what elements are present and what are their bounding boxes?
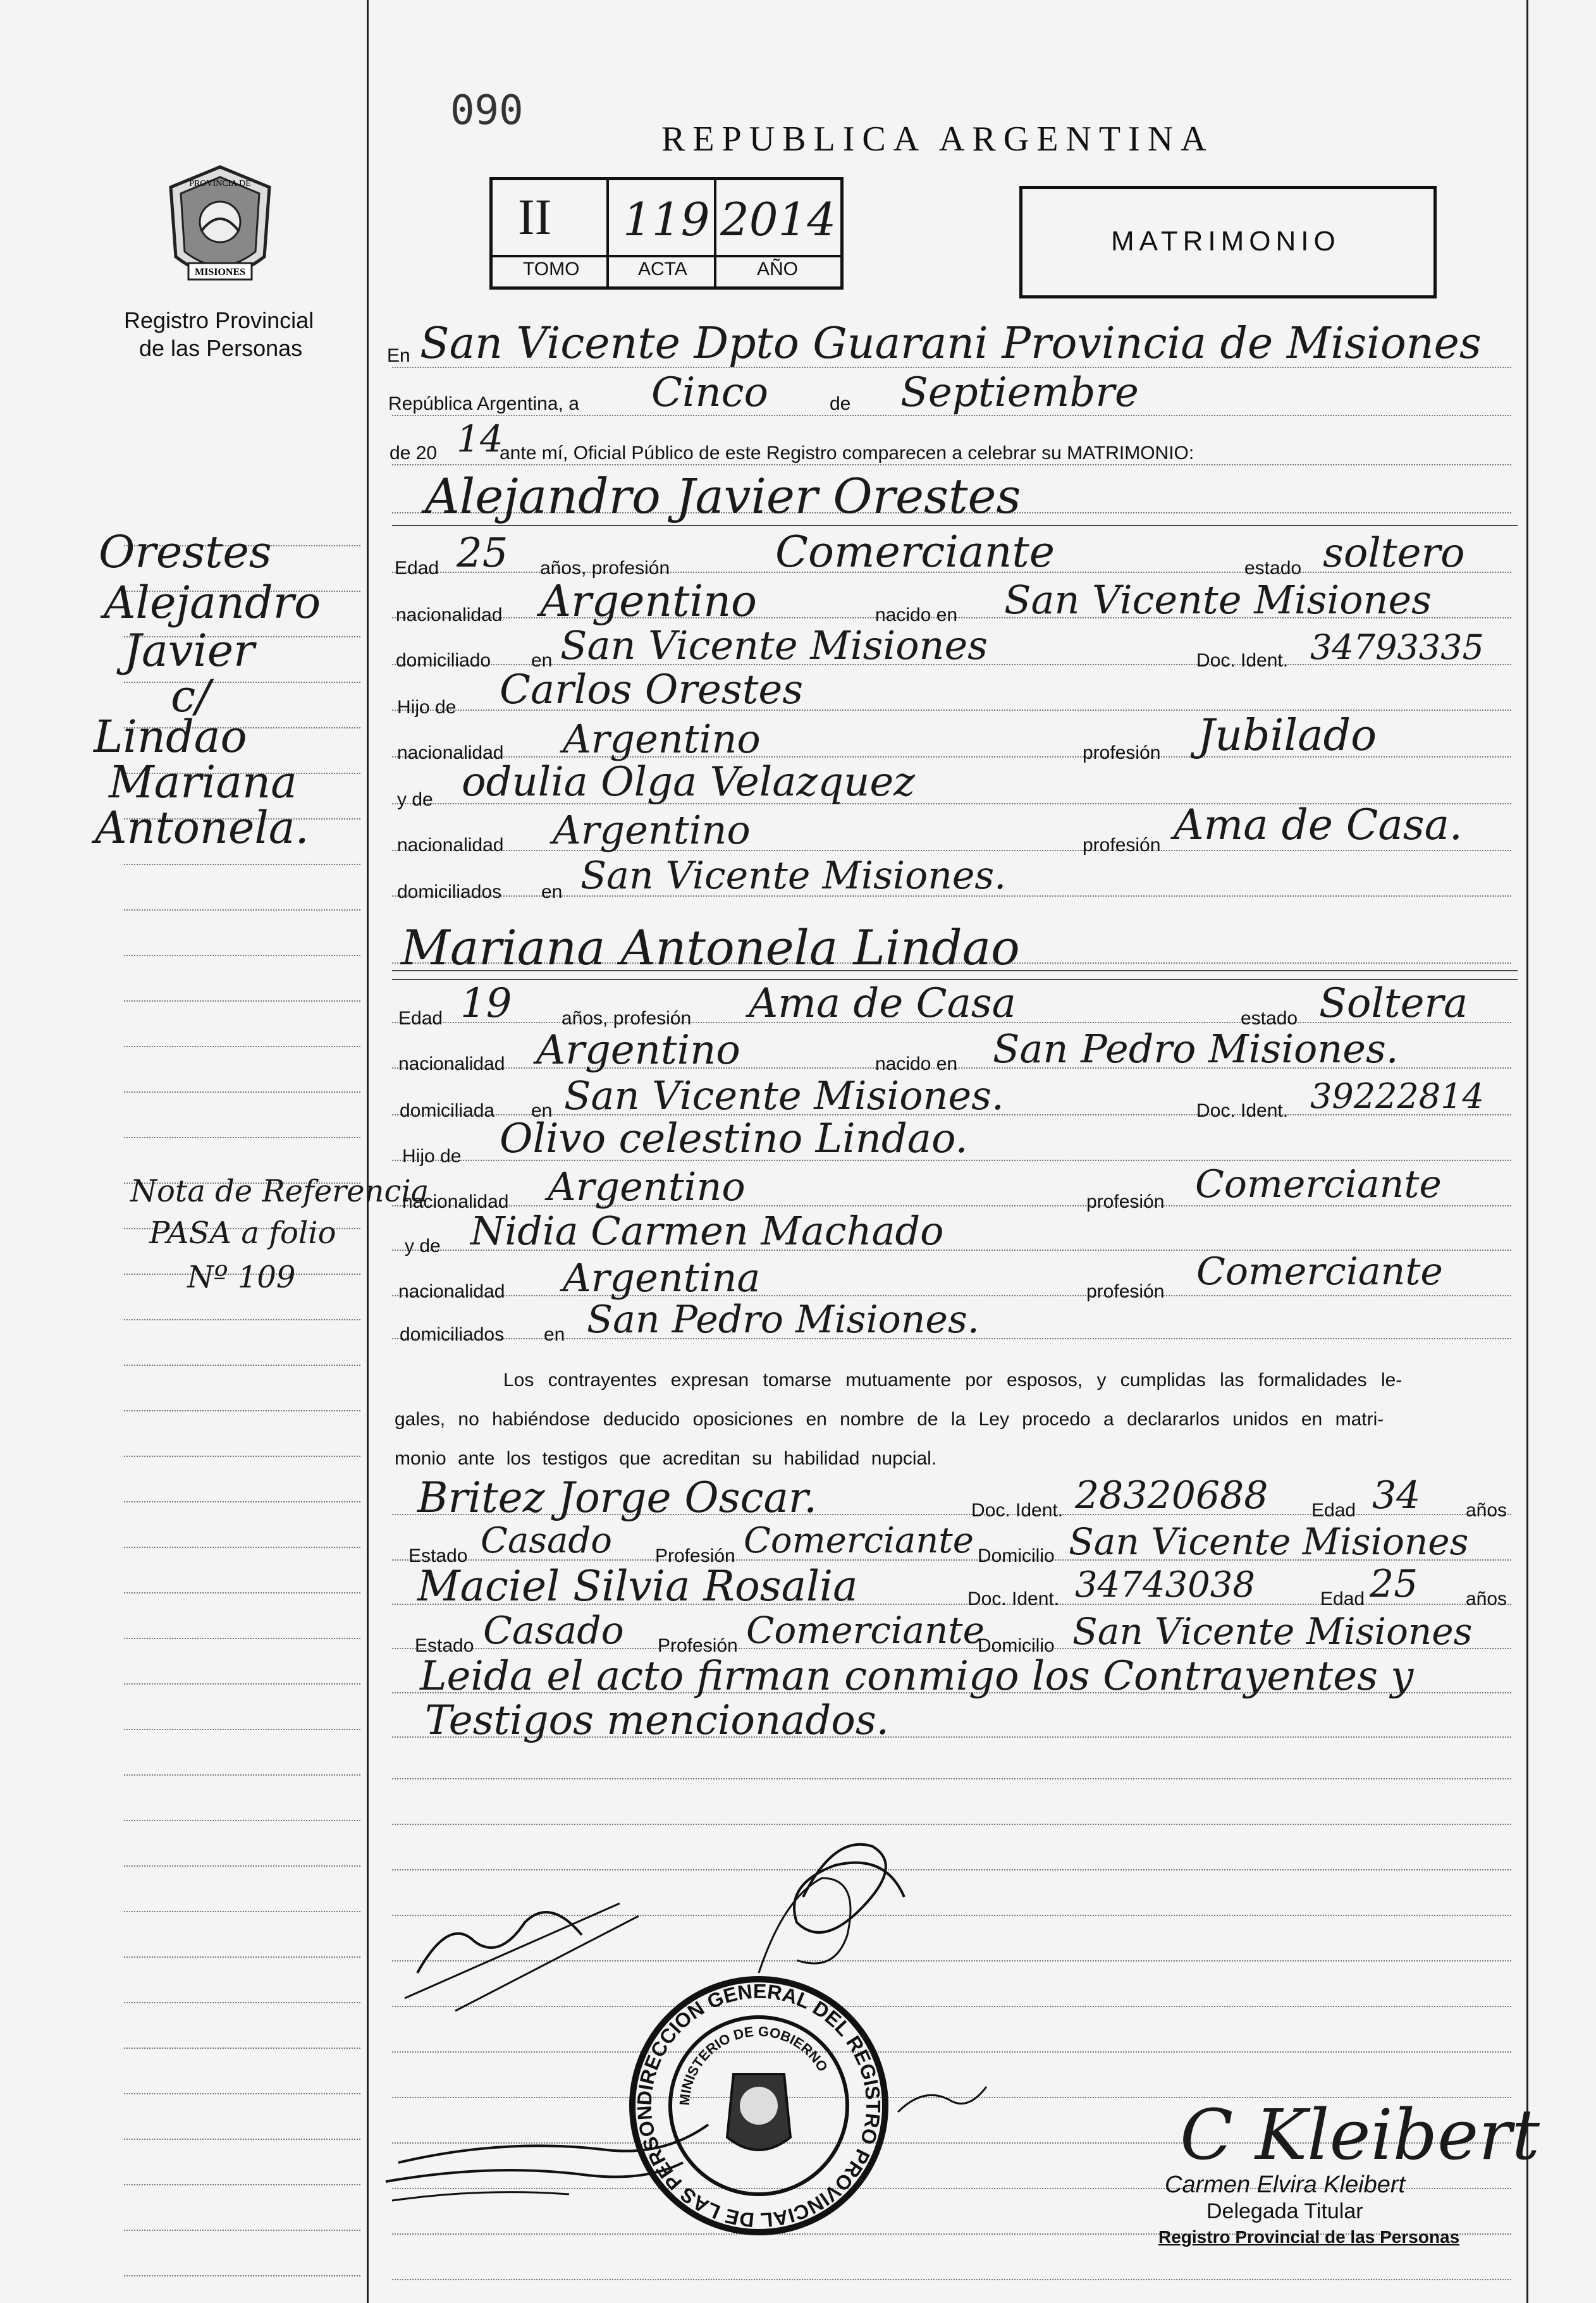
tomo-label: TOMO (523, 259, 580, 279)
witness2-profesion-label: Profesión (658, 1635, 738, 1656)
bride-address: San Vicente Misiones. (564, 1072, 1004, 1119)
margin-dotted-line (124, 1046, 360, 1047)
record-type: MATRIMONIO (1111, 226, 1341, 257)
country-title: REPUBLICA ARGENTINA (661, 120, 1214, 159)
bride-marital-status: Soltera (1319, 980, 1468, 1027)
form-dotted-line (392, 464, 1511, 465)
witness1-address: San Vicente Misiones (1069, 1520, 1469, 1563)
witness1-anos-label: años (1466, 1500, 1507, 1521)
margin-name-line: Alejandro (104, 577, 321, 629)
margin-dotted-line (124, 1319, 360, 1320)
bride-age: 19 (460, 980, 512, 1027)
groom-yde-label: y de (397, 789, 433, 810)
groom-nacido-label: nacido en (875, 605, 958, 625)
witness1-domicilio-label: Domicilio (978, 1545, 1055, 1566)
closing-line2: Testigos mencionados. (425, 1697, 889, 1744)
witness2-doc-label: Doc. Ident. (967, 1588, 1060, 1609)
declaration-line1: Los contrayentes expresan tomarse mutuamente por esposos, y cumplidas las formalidades le- (503, 1370, 1403, 1391)
margin-name-line: Antonela. (95, 802, 309, 854)
groom-father-nationality: Argentino (563, 716, 761, 762)
registry-line2: de las Personas (139, 335, 303, 361)
witness1-doc-id: 28320688 (1075, 1473, 1268, 1518)
witness2-age: 25 (1370, 1562, 1418, 1606)
year-prefix: de 20 (390, 443, 438, 464)
bride-hijo-label: Hijo de (402, 1146, 462, 1167)
groom-profession: Comerciante (775, 527, 1055, 577)
margin-dotted-line (124, 1410, 360, 1411)
witness1-estado-label: Estado (408, 1545, 468, 1566)
official-name: Carmen Elvira Kleibert (1165, 2171, 1406, 2198)
witness1-doc-label: Doc. Ident. (971, 1500, 1064, 1521)
groom-en-label: en (531, 650, 553, 671)
groom-father-nat-label: nacionalidad (397, 742, 504, 763)
de-label: de (830, 393, 851, 414)
bride-edad-label: Edad (398, 1008, 443, 1029)
month-value: Septiembre (900, 369, 1139, 416)
document-number: 090 (450, 87, 524, 134)
groom-doc-label: Doc. Ident. (1196, 650, 1289, 671)
bride-nacido-label: nacido en (875, 1053, 958, 1074)
margin-dotted-line (124, 2230, 360, 2231)
margin-dotted-line (124, 2139, 360, 2140)
logo-top-text: PROVINCIA DE (189, 179, 251, 188)
margin-dotted-line (124, 1820, 360, 1821)
official-stamp (626, 1973, 892, 2239)
groom-mother-profession: Ama de Casa. (1174, 801, 1463, 849)
margin-dotted-line (124, 1137, 360, 1138)
bride-doc-label: Doc. Ident. (1196, 1100, 1289, 1121)
reference-note-2: PASA a folio (149, 1215, 336, 1251)
margin-dotted-line (124, 1547, 360, 1548)
bride-father-prof-label: profesión (1086, 1191, 1165, 1212)
margin-dotted-line (124, 682, 360, 683)
bride-domicilio-label: domiciliada (400, 1100, 495, 1121)
margin-dotted-line (124, 1638, 360, 1639)
groom-father: Carlos Orestes (500, 666, 804, 713)
groom-mother-nat-label: nacionalidad (397, 835, 504, 856)
bride-doc-id: 39222814 (1310, 1076, 1484, 1116)
groom-estado-label: estado (1244, 558, 1302, 579)
margin-dotted-line (124, 1000, 360, 1002)
margin-dotted-line (124, 1774, 360, 1776)
official-signature: C Kleibert (1180, 2094, 1540, 2175)
margin-dotted-line (124, 909, 360, 911)
anio-value: 2014 (720, 193, 837, 246)
margin-dotted-line (124, 1729, 360, 1730)
closing-line1: Leida el acto firman conmigo los Contrayentes y (420, 1653, 1414, 1700)
margin-dotted-line (124, 2002, 360, 2003)
margin-name-line: Mariana (109, 756, 297, 808)
margin-name-line: Orestes (99, 526, 272, 578)
margin-dotted-line (124, 1365, 360, 1366)
margin-dotted-line (124, 2184, 360, 2185)
acta-label: ACTA (638, 259, 687, 279)
margin-dotted-line (124, 1091, 360, 1093)
groom-domicilio-label: domiciliado (396, 650, 491, 671)
bride-estado-label: estado (1241, 1008, 1298, 1029)
groom-nacionalidad-label: nacionalidad (396, 605, 503, 625)
bride-anos-profesion-label: años, profesión (562, 1008, 692, 1029)
bride-parents-dom-label: domiciliados (400, 1324, 505, 1345)
bride-mother-nat-label: nacionalidad (398, 1281, 505, 1302)
bride-nationality: Argentino (536, 1027, 740, 1074)
groom-father-prof-label: profesión (1083, 742, 1161, 763)
bride-profession: Ama de Casa (749, 980, 1016, 1027)
bride-full-name: Mariana Antonela Lindao (401, 919, 1020, 976)
groom-age: 25 (457, 530, 508, 577)
logo-bottom-text: MISIONES (194, 267, 246, 278)
bride-mother-prof-label: profesión (1086, 1281, 1165, 1302)
bride-father: Olivo celestino Lindao. (500, 1115, 968, 1162)
groom-anos-profesion-label: años, profesión (540, 558, 670, 579)
reference-note-3: Nº 109 (187, 1260, 296, 1295)
anio-label: AÑO (757, 259, 799, 279)
reference-note-1: Nota de Referencia (130, 1174, 429, 1209)
groom-doc-id: 34793335 (1310, 627, 1484, 667)
groom-parents-en-label: en (541, 881, 563, 902)
groom-mother: odulia Olga Velazquez (462, 759, 915, 806)
groom-nationality: Argentino (540, 577, 757, 627)
bride-mother-nationality: Argentina (563, 1255, 761, 1301)
stamp-ring-text: DIRECCION GENERAL DEL REGISTRO PROVINCIAL DE LAS PERSON (632, 1979, 885, 2232)
acta-value: 119 (623, 193, 710, 246)
margin-dotted-line (124, 1956, 360, 1958)
declaration-line2: gales, no habiéndose deducido oposiciones en nombre de la Ley procedo a declararlos unidos en matri- (395, 1409, 1384, 1430)
bride-nacionalidad-label: nacionalidad (398, 1053, 505, 1074)
margin-dotted-line (124, 1456, 360, 1457)
groom-parents-dom-label: domiciliados (397, 881, 502, 902)
margin-dotted-line (124, 2093, 360, 2094)
record-number-box (489, 177, 844, 290)
groom-hijo-label: Hijo de (397, 697, 457, 718)
bride-en-label: en (531, 1100, 553, 1121)
margin-dotted-line (124, 1592, 360, 1594)
witness2-profession: Comerciante (746, 1609, 985, 1652)
en-label: En (387, 345, 410, 366)
bride-father-profession: Comerciante (1195, 1162, 1442, 1207)
margin-dotted-line (124, 2048, 360, 2049)
margin-dotted-line (124, 1911, 360, 1912)
witness2-estado-label: Estado (415, 1635, 474, 1656)
groom-father-profession: Jubilado (1198, 711, 1377, 761)
margin-dotted-line (124, 1683, 360, 1685)
republica-label: República Argentina, a (388, 393, 579, 414)
margin-dotted-line (124, 955, 360, 956)
groom-mother-nationality: Argentino (553, 807, 751, 853)
form-dotted-line (392, 1778, 1511, 1779)
witness2-anos-label: años (1466, 1588, 1507, 1609)
form-dotted-line (392, 1295, 1511, 1296)
comparecen-text: ante mí, Oficial Público de este Registro comparecen a celebrar su MATRIMONIO: (500, 443, 1194, 464)
place-value: San Vicente Dpto Guarani Provincia de Misiones (420, 319, 1482, 369)
official-institution: Registro Provincial de las Personas (1158, 2227, 1460, 2247)
left-margin-line (367, 0, 369, 2303)
province-logo (163, 162, 277, 295)
witness2-name: Maciel Silvia Rosalia (417, 1562, 858, 1611)
margin-dotted-line (124, 1501, 360, 1502)
section-divider (392, 525, 1518, 526)
witness1-profession: Comerciante (744, 1520, 974, 1561)
witness1-edad-label: Edad (1311, 1500, 1356, 1521)
groom-parents-address: San Vicente Misiones. (580, 854, 1007, 898)
groom-address: San Vicente Misiones (560, 622, 988, 668)
official-title: Delegada Titular (1206, 2199, 1363, 2223)
margin-dotted-line (124, 1865, 360, 1867)
registry-line1: Registro Provincial (124, 307, 314, 333)
witness1-status: Casado (481, 1520, 612, 1561)
margin-name-line: Lindao (94, 711, 247, 763)
bride-mother-profession: Comerciante (1196, 1250, 1443, 1294)
bride-parents-en-label: en (544, 1324, 565, 1345)
witness2-status: Casado (483, 1609, 624, 1653)
bride-yde-label: y de (405, 1236, 441, 1256)
margin-name-line: c/ (171, 670, 211, 722)
witness2-address: San Vicente Misiones (1072, 1610, 1473, 1653)
stamp-inner-text: MINISTERIO DE GOBIERNO (676, 2023, 832, 2106)
right-margin-line (1526, 0, 1528, 2303)
bride-father-nat-label: nacionalidad (402, 1191, 509, 1212)
groom-edad-label: Edad (395, 558, 439, 579)
margin-name-line: Javier (124, 625, 255, 677)
year-suffix: 14 (457, 417, 503, 460)
witness2-domicilio-label: Domicilio (978, 1635, 1055, 1656)
tomo-value: II (518, 190, 552, 245)
witness1-profesion-label: Profesión (655, 1545, 735, 1566)
margin-dotted-line (124, 864, 360, 865)
groom-full-name: Alejandro Javier Orestes (425, 468, 1021, 524)
day-value: Cinco (651, 369, 769, 416)
bride-parents-address: San Pedro Misiones. (587, 1298, 979, 1342)
witness1-name: Britez Jorge Oscar. (417, 1473, 818, 1522)
witness2-doc-id: 34743038 (1075, 1564, 1256, 1606)
witness2-edad-label: Edad (1320, 1588, 1365, 1609)
groom-birthplace: San Vicente Misiones (1004, 577, 1432, 623)
bride-mother: Nidia Carmen Machado (470, 1208, 944, 1254)
bride-father-nationality: Argentino (548, 1164, 746, 1210)
record-type-box (1019, 186, 1437, 298)
margin-dotted-line (124, 2275, 360, 2276)
groom-mother-prof-label: profesión (1083, 835, 1161, 856)
declaration-line3: monio ante los testigos que acreditan su habilidad nupcial. (395, 1448, 937, 1469)
groom-marital-status: soltero (1323, 530, 1465, 577)
bride-birthplace: San Pedro Misiones. (993, 1026, 1399, 1072)
witness1-age: 34 (1372, 1473, 1421, 1518)
